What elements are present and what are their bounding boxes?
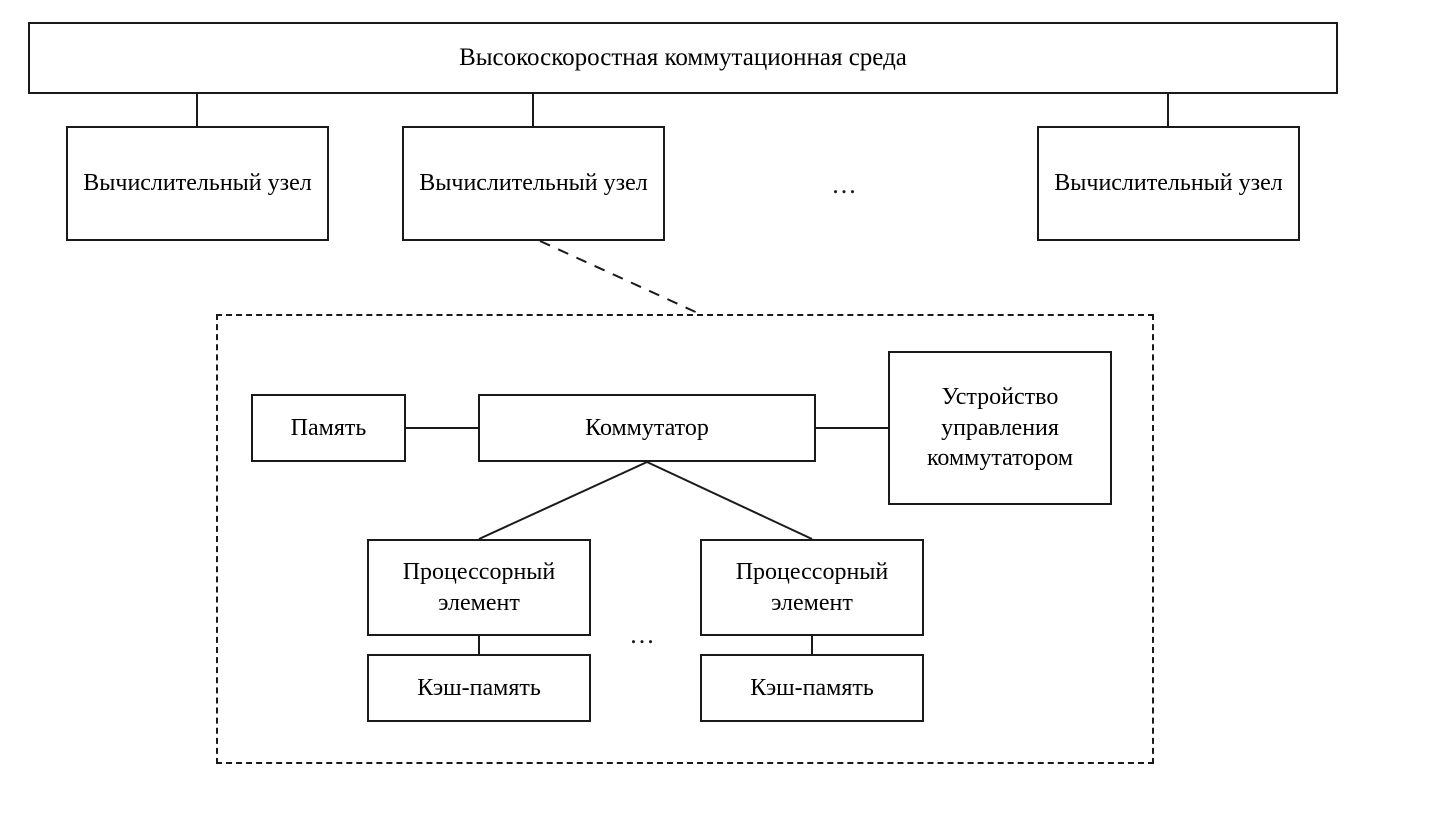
compute-nodes-ellipsis: ... [832,170,858,199]
compute-node-n [1037,126,1300,241]
cache-memory-1-label: Кэш-память [417,674,541,701]
switch-controller-box [888,351,1112,505]
compute-node-2-label: Вычислительный узел [419,170,648,197]
switch-label: Коммутатор [585,414,709,441]
cache-memory-2-label: Кэш-память [750,674,874,701]
memory-box [251,394,406,462]
processing-element-1 [367,539,591,636]
fabric-box [28,22,1338,94]
switch-controller-label: Устройство управления коммутатором [926,383,1074,472]
processing-elements-ellipsis: ... [630,620,656,649]
fabric-label: Высокоскоростная коммутационная среда [459,44,907,71]
memory-label: Память [290,414,367,441]
switch-box [478,394,816,462]
processing-element-2-label: Процессорный элемент [735,558,889,616]
compute-node-2 [402,126,665,241]
compute-node-1-label: Вычислительный узел [83,170,312,197]
compute-node-1 [66,126,329,241]
processing-element-1-label: Процессорный элемент [402,558,556,616]
processing-element-2 [700,539,924,636]
compute-node-n-label: Вычислительный узел [1054,170,1283,197]
cache-memory-2 [700,654,924,722]
cache-memory-1 [367,654,591,722]
